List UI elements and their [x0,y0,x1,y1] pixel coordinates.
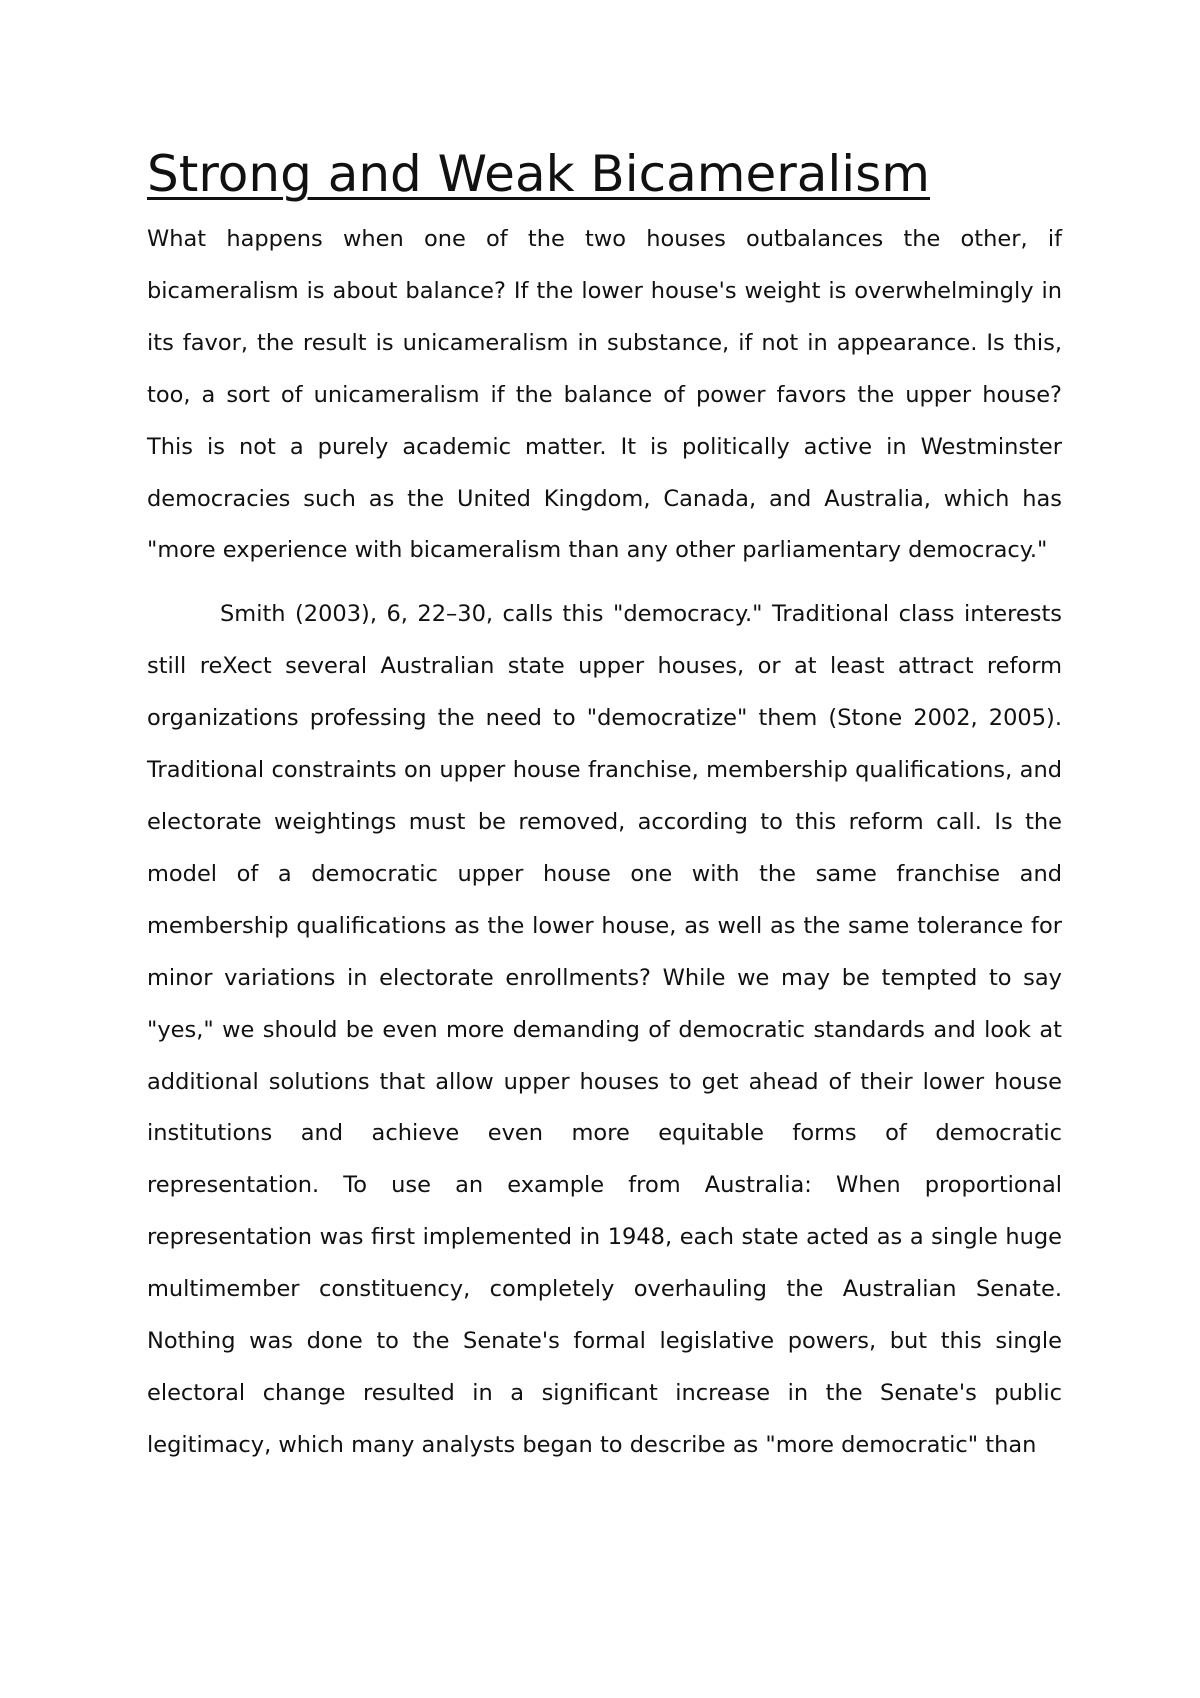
document-title: Strong and Weak Bicameralism [147,145,930,203]
paragraph-smith: Smith (2003), 6, 22–30, calls this "democracy." Traditional class interests still reXect several Australian state upper houses, or at least attract reform organizations professing the need to "democratize" them (Stone 2002, 2005). Traditional constraints on upper house franchise, membership qualifications, and electorate weightings must be removed, according to this reform call. Is the model of a democratic upper house one with the same franchise and membership qualifications as the lower house, as well as the same tolerance for minor variations in electorate enrollments? While we may be tempted to say "yes," we should be even more demanding of democratic standards and look at additional solutions that allow upper houses to get ahead of their lower house institutions and achieve even more equitable forms of democratic representation. To use an example from Australia: When proportional representation was first implemented in 1948, each state acted as a single huge multimember constituency, completely overhauling the Australian Senate. Nothing was done to the Senate's formal legislative powers, but this single electoral change resulted in a significant increase in the Senate's public legitimacy, which many analysts began to describe as "more democratic" than [147,601,1062,1458]
paragraph-intro: What happens when one of the two houses outbalances the other, if bicameralism is about balance? If the lower house's weight is overwhelmingly in its favor, the result is unicameralism in substance, if not in appearance. Is this, too, a sort of unicameralism if the balance of power favors the upper house? This is not a purely academic matter. It is politically active in Westminster democracies such as the United Kingdom, Canada, and Australia, which has "more experience with bicameralism than any other parliamentary democracy." [147,226,1062,564]
document-body [147,140,1062,1472]
